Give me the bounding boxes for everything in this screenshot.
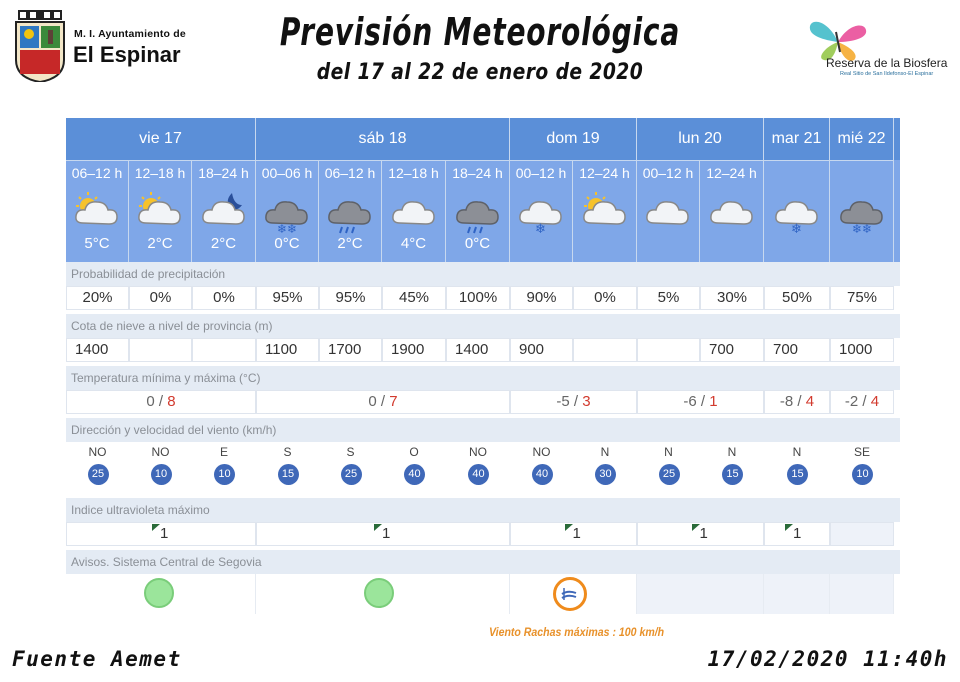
- day-header: lun 20: [637, 118, 764, 160]
- wind-speed-icon: 25: [341, 464, 362, 485]
- slot-period: 12–18 h: [134, 165, 186, 181]
- warning-cell: [830, 574, 894, 614]
- temperature-range: [764, 390, 830, 414]
- wind-speed-icon: 10: [852, 464, 873, 485]
- wind-cell: [573, 442, 637, 494]
- green-warning-icon: [364, 578, 394, 608]
- sun-cloud-icon: [579, 187, 631, 237]
- snow-level-value: [573, 338, 637, 362]
- forecast-slot: [700, 160, 764, 278]
- temp-min: -2: [844, 393, 859, 410]
- temp-separator: /: [696, 393, 710, 410]
- wind-warning-note: Viento Rachas máximas : 100 km/h: [489, 625, 665, 639]
- light-snow-cloud-icon: [515, 187, 567, 237]
- svg-text:❄: ❄: [790, 222, 802, 237]
- svg-text:❄❄: ❄❄: [851, 222, 872, 236]
- wind-cell: [382, 442, 446, 494]
- snow-cloud-icon: [836, 187, 888, 237]
- snow-level-value: [129, 338, 192, 362]
- page-subtitle: del 17 al 22 de enero de 2020: [316, 60, 644, 85]
- slot-period: 12–24 h: [579, 165, 630, 181]
- day-header: sáb 18: [256, 118, 510, 160]
- wind-direction: O: [409, 445, 419, 459]
- wind-speed-icon: 10: [214, 464, 235, 485]
- data-source: Fuente Aemet: [12, 647, 182, 671]
- forecast-slot: [637, 160, 700, 278]
- forecast-slot: [764, 160, 830, 278]
- day-header: mar 21: [764, 118, 830, 160]
- slot-temperature: 2°C: [337, 235, 363, 252]
- temperature-range: [66, 390, 256, 414]
- biosphere-title: Reserva de la Biosfera: [826, 56, 948, 70]
- wind-cell: [256, 442, 319, 494]
- uv-cell: [66, 522, 256, 546]
- wind-speed-icon: 10: [151, 464, 172, 485]
- forecast-slot: [573, 160, 637, 278]
- wind-speed-icon: 25: [88, 464, 109, 485]
- wind-cell: [830, 442, 894, 494]
- wind-speed-icon: 25: [659, 464, 680, 485]
- uv-flag-icon: [785, 524, 793, 531]
- precipitation-value: 0%: [192, 286, 256, 310]
- precipitation-value: 75%: [830, 286, 894, 310]
- precipitation-value: 90%: [510, 286, 573, 310]
- wind-cell: [764, 442, 830, 494]
- uv-value: 1: [699, 525, 708, 542]
- warning-cell: [256, 574, 510, 614]
- sun-cloud-icon: [134, 187, 186, 237]
- temp-max: 4: [870, 393, 880, 410]
- cloud-icon: [706, 187, 758, 237]
- wind-direction: N: [792, 445, 802, 459]
- wind-direction: NO: [88, 445, 107, 459]
- precipitation-value: 30%: [700, 286, 764, 310]
- snow-level-value: 1100: [256, 338, 319, 362]
- timestamp: 17/02/2020 11:40h: [707, 647, 948, 671]
- precipitation-value: 45%: [382, 286, 446, 310]
- slot-temperature: 2°C: [210, 235, 237, 252]
- temp-max: 7: [389, 393, 398, 410]
- uv-value: 1: [572, 525, 581, 542]
- section-temperature: Temperatura mínima y máxima (°C): [66, 366, 900, 390]
- snow-level-value: [192, 338, 256, 362]
- wind-direction: S: [283, 445, 292, 459]
- temp-min: 0: [146, 393, 155, 410]
- forecast-slot: [192, 160, 256, 278]
- temp-min: 0: [368, 393, 377, 410]
- slot-period: 12–18 h: [388, 165, 439, 181]
- forecast-table: [66, 118, 900, 610]
- uv-flag-icon: [565, 524, 573, 531]
- slot-period: 18–24 h: [198, 165, 249, 181]
- precipitation-value: 95%: [319, 286, 382, 310]
- moon-cloud-icon: [198, 187, 250, 237]
- forecast-slot: [319, 160, 382, 278]
- snow-level-value: 1000: [830, 338, 894, 362]
- wind-direction: NO: [532, 445, 551, 459]
- uv-value: 1: [160, 525, 169, 542]
- precipitation-value: 0%: [129, 286, 192, 310]
- day-header: dom 19: [510, 118, 637, 160]
- uv-flag-icon: [152, 524, 160, 531]
- table-edge-lower: [894, 160, 900, 278]
- temperature-range: [637, 390, 764, 414]
- slot-period: 12–24 h: [706, 165, 757, 181]
- snow-level-value: 1400: [66, 338, 129, 362]
- rain-cloud-icon: [324, 187, 376, 237]
- snow-level-value: 1400: [446, 338, 510, 362]
- section-wind: Dirección y velocidad del viento (km/h): [66, 418, 900, 442]
- forecast-slot: [830, 160, 894, 278]
- temperature-range: [830, 390, 894, 414]
- uv-value: 1: [382, 525, 391, 542]
- uv-flag-icon: [374, 524, 382, 531]
- temp-separator: /: [793, 393, 806, 410]
- slot-temperature: 4°C: [400, 235, 427, 252]
- wind-direction: N: [727, 445, 737, 459]
- forecast-slot: [256, 160, 319, 278]
- section-uv: Indice ultravioleta máximo: [66, 498, 900, 522]
- temp-max: 8: [167, 393, 176, 410]
- wind-direction: NO: [469, 445, 487, 459]
- snow-level-value: 900: [510, 338, 573, 362]
- el-espinar-crest-logo: [14, 10, 66, 82]
- wind-speed-icon: 15: [278, 464, 299, 485]
- wind-cell: [66, 442, 129, 494]
- uv-cell: [830, 522, 894, 546]
- green-warning-icon: [144, 578, 174, 608]
- forecast-slot: [510, 160, 573, 278]
- temp-max: 3: [582, 393, 591, 410]
- temp-separator: /: [858, 393, 871, 410]
- temp-separator: /: [376, 393, 390, 410]
- section-snow-level: Cota de nieve a nivel de provincia (m): [66, 314, 900, 338]
- day-header: mié 22: [830, 118, 894, 160]
- temp-min: -5: [556, 393, 570, 410]
- wind-cell: [319, 442, 382, 494]
- warning-cell: [510, 574, 637, 614]
- snow-level-value: 700: [764, 338, 830, 362]
- cloud-icon: [388, 187, 440, 237]
- slot-period: 00–12 h: [515, 165, 567, 181]
- section-warnings: Avisos. Sistema Central de Segovia: [66, 550, 900, 574]
- wind-cell: [700, 442, 764, 494]
- precipitation-value: 50%: [764, 286, 830, 310]
- wind-speed-icon: 30: [595, 464, 616, 485]
- temp-separator: /: [569, 393, 583, 410]
- wind-direction: NO: [151, 445, 170, 459]
- wind-speed-icon: 40: [404, 464, 425, 485]
- light-snow-cloud-icon: [771, 187, 823, 237]
- forecast-slot: [446, 160, 510, 278]
- uv-cell: [256, 522, 510, 546]
- page-title: Previsión Meteorológica: [279, 10, 681, 54]
- snow-level-value: 700: [700, 338, 764, 362]
- slot-period: 18–24 h: [452, 165, 503, 181]
- svg-text:❄: ❄: [535, 222, 546, 237]
- rain-cloud-icon: [452, 187, 504, 237]
- snow-level-value: [637, 338, 700, 362]
- slot-temperature: 0°C: [274, 235, 300, 252]
- snow-level-value: 1700: [319, 338, 382, 362]
- slot-period: 06–12 h: [71, 165, 123, 181]
- uv-cell: [510, 522, 637, 546]
- slot-period: 00–06 h: [261, 165, 313, 181]
- wind-speed-icon: 40: [532, 464, 553, 485]
- uv-flag-icon: [692, 524, 700, 531]
- warning-cell: [66, 574, 256, 614]
- wind-speed-icon: 40: [468, 464, 489, 485]
- temp-max: 1: [709, 393, 718, 410]
- section-precipitation: Probabilidad de precipitación: [66, 262, 900, 286]
- wind-direction: N: [600, 445, 610, 459]
- snow-cloud-icon: [261, 187, 313, 237]
- slot-temperature: 2°C: [147, 235, 173, 252]
- temp-min: -8: [779, 393, 794, 410]
- uv-cell: [637, 522, 764, 546]
- warning-cell: [637, 574, 764, 614]
- temp-separator: /: [154, 393, 168, 410]
- wind-cell: [510, 442, 573, 494]
- temp-max: 4: [805, 393, 815, 410]
- slot-temperature: 0°C: [464, 235, 491, 252]
- forecast-slot: [129, 160, 192, 278]
- wind-cell: [129, 442, 192, 494]
- temp-min: -6: [683, 393, 697, 410]
- precipitation-value: 0%: [573, 286, 637, 310]
- snow-level-value: 1900: [382, 338, 446, 362]
- slot-temperature: 5°C: [84, 235, 110, 252]
- precipitation-value: 95%: [256, 286, 319, 310]
- biosphere-subtitle: Real Sitio de San Ildefonso-El Espinar: [840, 71, 934, 77]
- temperature-range: [510, 390, 637, 414]
- warning-cell: [764, 574, 830, 614]
- wind-direction: E: [219, 445, 228, 459]
- uv-cell: [764, 522, 830, 546]
- svg-text:❄❄: ❄❄: [277, 222, 298, 236]
- precipitation-value: 5%: [637, 286, 700, 310]
- precipitation-value: 100%: [446, 286, 510, 310]
- wind-direction: S: [346, 445, 355, 459]
- forecast-slot: [66, 160, 129, 278]
- wind-speed-icon: 15: [722, 464, 743, 485]
- precipitation-value: 20%: [66, 286, 129, 310]
- wind-direction: N: [664, 445, 673, 459]
- slot-period: 00–12 h: [642, 165, 694, 181]
- wind-speed-icon: 15: [787, 464, 808, 485]
- day-header: vie 17: [66, 118, 256, 160]
- municipality-label: M. I. Ayuntamiento de: [74, 28, 186, 40]
- wind-cell: [192, 442, 256, 494]
- sun-cloud-icon: [71, 187, 123, 237]
- municipality-name: El Espinar: [73, 42, 181, 67]
- forecast-slot: [382, 160, 446, 278]
- wind-cell: [637, 442, 700, 494]
- slot-period: 06–12 h: [324, 165, 376, 181]
- temperature-range: [256, 390, 510, 414]
- wind-direction: SE: [853, 445, 870, 459]
- cloud-icon: [642, 187, 694, 237]
- wind-cell: [446, 442, 510, 494]
- wind-warning-icon: [553, 577, 587, 611]
- uv-value: 1: [793, 525, 802, 542]
